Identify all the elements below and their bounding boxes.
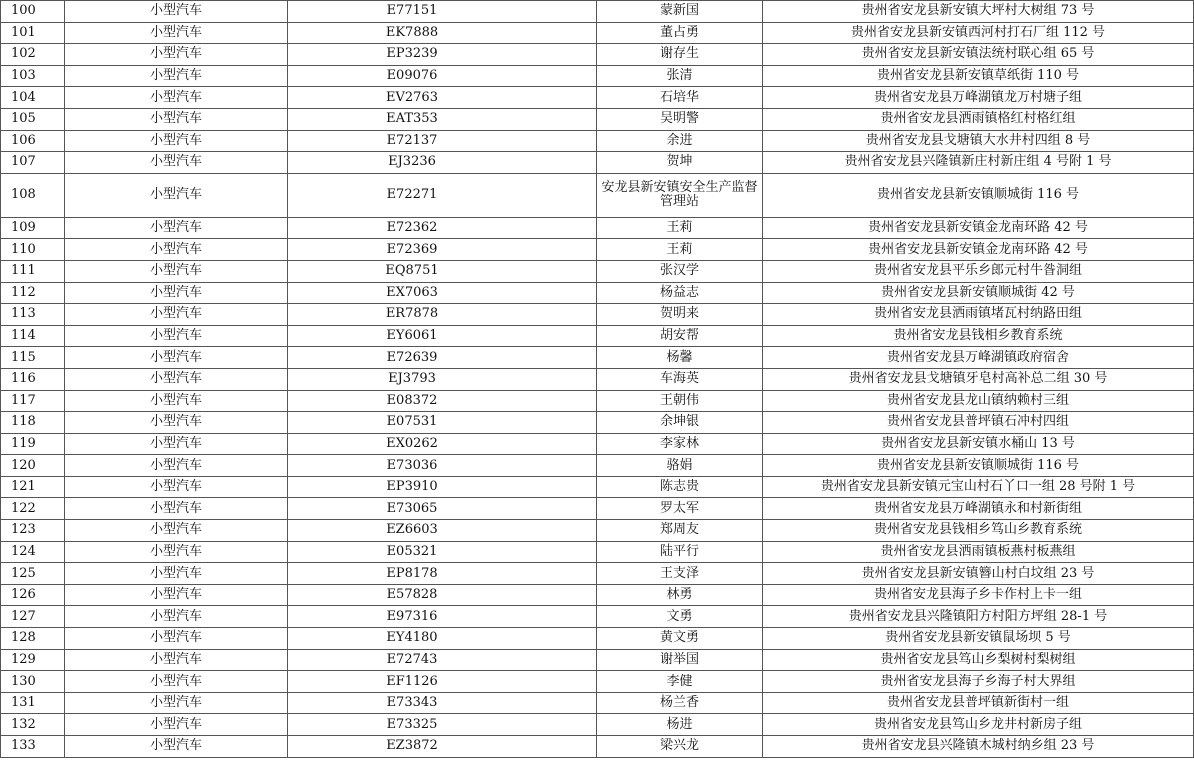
table-body — [1, 1, 1194, 758]
seq-cell: 115 — [1, 347, 65, 369]
table-row — [1, 736, 1194, 758]
vehicle-type-cell: 小型汽车 — [65, 347, 288, 369]
vehicle-type-cell: 小型汽车 — [65, 325, 288, 347]
owner-cell: 王支泽 — [597, 563, 763, 585]
address-cell: 贵州省安龙县普坪镇石冲村四组 — [763, 412, 1194, 434]
seq-cell: 120 — [1, 455, 65, 477]
vehicle-type-cell: 小型汽车 — [65, 692, 288, 714]
owner-cell: 王莉 — [597, 217, 763, 239]
address-cell: 贵州省安龙县龙山镇纳赖村三组 — [763, 390, 1194, 412]
plate-number-cell: E73036 — [288, 455, 597, 477]
vehicle-type-cell: 小型汽车 — [65, 22, 288, 44]
table-row — [1, 260, 1194, 282]
owner-cell: 车海英 — [597, 368, 763, 390]
address-cell: 贵州省安龙县海子乡卡作村上卡一组 — [763, 584, 1194, 606]
plate-number-cell: E73343 — [288, 692, 597, 714]
owner-cell: 杨馨 — [597, 347, 763, 369]
seq-cell: 101 — [1, 22, 65, 44]
table-row — [1, 304, 1194, 326]
seq-cell: 132 — [1, 714, 65, 736]
owner-cell: 谢存生 — [597, 44, 763, 66]
table-row — [1, 239, 1194, 261]
owner-cell: 郑周友 — [597, 520, 763, 542]
seq-cell: 119 — [1, 433, 65, 455]
seq-cell: 110 — [1, 239, 65, 261]
owner-cell: 贺明来 — [597, 304, 763, 326]
table-row — [1, 87, 1194, 109]
vehicle-type-cell: 小型汽车 — [65, 368, 288, 390]
plate-number-cell: E73325 — [288, 714, 597, 736]
vehicle-type-cell: 小型汽车 — [65, 1, 288, 23]
plate-number-cell: EAT353 — [288, 108, 597, 130]
table-row — [1, 108, 1194, 130]
address-cell: 贵州省安龙县新安镇大坪村大树组 73 号 — [763, 1, 1194, 23]
plate-number-cell: EP3910 — [288, 476, 597, 498]
table-row — [1, 714, 1194, 736]
plate-number-cell: EK7888 — [288, 22, 597, 44]
owner-cell: 陆平行 — [597, 541, 763, 563]
seq-cell: 100 — [1, 1, 65, 23]
seq-cell: 131 — [1, 692, 65, 714]
seq-cell: 105 — [1, 108, 65, 130]
seq-cell: 104 — [1, 87, 65, 109]
table-row — [1, 606, 1194, 628]
vehicle-type-cell: 小型汽车 — [65, 433, 288, 455]
owner-cell: 石培华 — [597, 87, 763, 109]
vehicle-type-cell: 小型汽车 — [65, 173, 288, 217]
table-row — [1, 412, 1194, 434]
vehicle-type-cell: 小型汽车 — [65, 108, 288, 130]
owner-cell: 梁兴龙 — [597, 736, 763, 758]
owner-cell: 文勇 — [597, 606, 763, 628]
vehicle-type-cell: 小型汽车 — [65, 476, 288, 498]
vehicle-type-cell: 小型汽车 — [65, 390, 288, 412]
table-row — [1, 476, 1194, 498]
seq-cell: 109 — [1, 217, 65, 239]
plate-number-cell: EJ3236 — [288, 152, 597, 174]
seq-cell: 111 — [1, 260, 65, 282]
owner-cell: 余坤银 — [597, 412, 763, 434]
seq-cell: 125 — [1, 563, 65, 585]
owner-cell: 董占勇 — [597, 22, 763, 44]
seq-cell: 106 — [1, 130, 65, 152]
seq-cell: 107 — [1, 152, 65, 174]
address-cell: 贵州省安龙县新安镇簪山村白坟组 23 号 — [763, 563, 1194, 585]
seq-cell: 121 — [1, 476, 65, 498]
vehicle-type-cell: 小型汽车 — [65, 412, 288, 434]
plate-number-cell: EX7063 — [288, 282, 597, 304]
plate-number-cell: E08372 — [288, 390, 597, 412]
plate-number-cell: E57828 — [288, 584, 597, 606]
address-cell: 贵州省安龙县新安镇顺城街 42 号 — [763, 282, 1194, 304]
table-row — [1, 455, 1194, 477]
seq-cell: 117 — [1, 390, 65, 412]
vehicle-type-cell: 小型汽车 — [65, 584, 288, 606]
vehicle-type-cell: 小型汽车 — [65, 44, 288, 66]
owner-cell: 王朝伟 — [597, 390, 763, 412]
seq-cell: 123 — [1, 520, 65, 542]
address-cell: 贵州省安龙县戈塘镇大水井村四组 8 号 — [763, 130, 1194, 152]
seq-cell: 114 — [1, 325, 65, 347]
owner-cell: 张清 — [597, 65, 763, 87]
vehicle-type-cell: 小型汽车 — [65, 628, 288, 650]
plate-number-cell: E72271 — [288, 173, 597, 217]
seq-cell: 118 — [1, 412, 65, 434]
owner-cell: 罗太军 — [597, 498, 763, 520]
address-cell: 贵州省安龙县新安镇法统村联心组 65 号 — [763, 44, 1194, 66]
address-cell: 贵州省安龙县新安镇顺城街 116 号 — [763, 173, 1194, 217]
table-row — [1, 325, 1194, 347]
plate-number-cell: E07531 — [288, 412, 597, 434]
seq-cell: 130 — [1, 671, 65, 693]
address-cell: 贵州省安龙县新安镇金龙南环路 42 号 — [763, 217, 1194, 239]
table-row — [1, 541, 1194, 563]
address-cell: 贵州省安龙县钱相乡教育系统 — [763, 325, 1194, 347]
seq-cell: 116 — [1, 368, 65, 390]
table-row — [1, 1, 1194, 23]
plate-number-cell: E77151 — [288, 1, 597, 23]
seq-cell: 112 — [1, 282, 65, 304]
seq-cell: 133 — [1, 736, 65, 758]
address-cell: 贵州省安龙县新安镇金龙南环路 42 号 — [763, 239, 1194, 261]
table-row — [1, 130, 1194, 152]
owner-cell: 李家林 — [597, 433, 763, 455]
vehicle-type-cell: 小型汽车 — [65, 498, 288, 520]
plate-number-cell: EP8178 — [288, 563, 597, 585]
owner-cell: 胡安帮 — [597, 325, 763, 347]
table-row — [1, 282, 1194, 304]
vehicle-type-cell: 小型汽车 — [65, 714, 288, 736]
address-cell: 贵州省安龙县钱相乡笃山乡教育系统 — [763, 520, 1194, 542]
address-cell: 贵州省安龙县新安镇草纸街 110 号 — [763, 65, 1194, 87]
seq-cell: 102 — [1, 44, 65, 66]
owner-cell: 李健 — [597, 671, 763, 693]
plate-number-cell: E72137 — [288, 130, 597, 152]
owner-cell: 杨进 — [597, 714, 763, 736]
address-cell: 贵州省安龙县万峰湖镇政府宿舍 — [763, 347, 1194, 369]
vehicle-type-cell: 小型汽车 — [65, 217, 288, 239]
table-row — [1, 65, 1194, 87]
plate-number-cell: EZ3872 — [288, 736, 597, 758]
plate-number-cell: E72639 — [288, 347, 597, 369]
vehicle-type-cell: 小型汽车 — [65, 606, 288, 628]
address-cell: 贵州省安龙县新安镇西河村打石厂组 112 号 — [763, 22, 1194, 44]
plate-number-cell: E05321 — [288, 541, 597, 563]
address-cell: 贵州省安龙县万峰湖镇永和村新街组 — [763, 498, 1194, 520]
plate-number-cell: E09076 — [288, 65, 597, 87]
address-cell: 贵州省安龙县万峰湖镇龙万村塘子组 — [763, 87, 1194, 109]
address-cell: 贵州省安龙县洒雨镇格红村格红组 — [763, 108, 1194, 130]
plate-number-cell: EZ6603 — [288, 520, 597, 542]
table-row — [1, 671, 1194, 693]
vehicle-type-cell: 小型汽车 — [65, 282, 288, 304]
address-cell: 贵州省安龙县平乐乡郎元村牛昝洞组 — [763, 260, 1194, 282]
seq-cell: 128 — [1, 628, 65, 650]
address-cell: 贵州省安龙县新安镇顺城街 116 号 — [763, 455, 1194, 477]
vehicle-type-cell: 小型汽车 — [65, 87, 288, 109]
owner-cell: 杨益志 — [597, 282, 763, 304]
vehicle-type-cell: 小型汽车 — [65, 736, 288, 758]
plate-number-cell: EY6061 — [288, 325, 597, 347]
vehicle-type-cell: 小型汽车 — [65, 65, 288, 87]
vehicle-type-cell: 小型汽车 — [65, 304, 288, 326]
owner-cell: 吴明警 — [597, 108, 763, 130]
table-row — [1, 433, 1194, 455]
plate-number-cell: EF1126 — [288, 671, 597, 693]
owner-cell: 林勇 — [597, 584, 763, 606]
owner-cell: 贺坤 — [597, 152, 763, 174]
address-cell: 贵州省安龙县洒雨镇堵瓦村纳路田组 — [763, 304, 1194, 326]
table-row — [1, 44, 1194, 66]
table-row — [1, 498, 1194, 520]
plate-number-cell: EY4180 — [288, 628, 597, 650]
seq-cell: 126 — [1, 584, 65, 606]
plate-number-cell: E72743 — [288, 649, 597, 671]
seq-cell: 122 — [1, 498, 65, 520]
address-cell: 贵州省安龙县新安镇水桶山 13 号 — [763, 433, 1194, 455]
table-row — [1, 390, 1194, 412]
table-row — [1, 584, 1194, 606]
seq-cell: 113 — [1, 304, 65, 326]
seq-cell: 103 — [1, 65, 65, 87]
owner-cell: 黄文勇 — [597, 628, 763, 650]
table-row — [1, 563, 1194, 585]
owner-cell: 张汉学 — [597, 260, 763, 282]
table-row — [1, 152, 1194, 174]
table-row — [1, 692, 1194, 714]
owner-cell: 谢举国 — [597, 649, 763, 671]
owner-cell: 杨兰香 — [597, 692, 763, 714]
address-cell: 贵州省安龙县海子乡海子村大界组 — [763, 671, 1194, 693]
plate-number-cell: E72369 — [288, 239, 597, 261]
plate-number-cell: E72362 — [288, 217, 597, 239]
plate-number-cell: E97316 — [288, 606, 597, 628]
address-cell: 贵州省安龙县兴隆镇阳方村阳方坪组 28-1 号 — [763, 606, 1194, 628]
vehicle-type-cell: 小型汽车 — [65, 239, 288, 261]
vehicle-type-cell: 小型汽车 — [65, 260, 288, 282]
table-row — [1, 347, 1194, 369]
vehicle-type-cell: 小型汽车 — [65, 671, 288, 693]
plate-number-cell: EX0262 — [288, 433, 597, 455]
address-cell: 贵州省安龙县兴隆镇新庄村新庄组 4 号附 1 号 — [763, 152, 1194, 174]
owner-cell: 余进 — [597, 130, 763, 152]
seq-cell: 129 — [1, 649, 65, 671]
vehicle-type-cell: 小型汽车 — [65, 520, 288, 542]
plate-number-cell: EP3239 — [288, 44, 597, 66]
address-cell: 贵州省安龙县兴隆镇木城村纳乡组 23 号 — [763, 736, 1194, 758]
owner-cell: 蒙新国 — [597, 1, 763, 23]
plate-number-cell: EJ3793 — [288, 368, 597, 390]
table-row — [1, 22, 1194, 44]
owner-cell: 骆娟 — [597, 455, 763, 477]
address-cell: 贵州省安龙县笃山乡梨树村梨树组 — [763, 649, 1194, 671]
address-cell: 贵州省安龙县普坪镇新街村一组 — [763, 692, 1194, 714]
address-cell: 贵州省安龙县笃山乡龙井村新房子组 — [763, 714, 1194, 736]
seq-cell: 124 — [1, 541, 65, 563]
table-row — [1, 173, 1194, 217]
table-row — [1, 628, 1194, 650]
address-cell: 贵州省安龙县新安镇元宝山村石丫口一组 28 号附 1 号 — [763, 476, 1194, 498]
seq-cell: 108 — [1, 173, 65, 217]
vehicle-type-cell: 小型汽车 — [65, 130, 288, 152]
owner-cell: 陈志贵 — [597, 476, 763, 498]
table-row — [1, 217, 1194, 239]
plate-number-cell: EQ8751 — [288, 260, 597, 282]
owner-cell: 安龙县新安镇安全生产监督管理站 — [597, 173, 763, 217]
plate-number-cell: EV2763 — [288, 87, 597, 109]
table-row — [1, 520, 1194, 542]
table-row — [1, 368, 1194, 390]
address-cell: 贵州省安龙县洒雨镇板燕村板燕组 — [763, 541, 1194, 563]
vehicle-type-cell: 小型汽车 — [65, 563, 288, 585]
vehicle-type-cell: 小型汽车 — [65, 455, 288, 477]
vehicle-type-cell: 小型汽车 — [65, 541, 288, 563]
plate-number-cell: ER7878 — [288, 304, 597, 326]
plate-number-cell: E73065 — [288, 498, 597, 520]
owner-cell: 王莉 — [597, 239, 763, 261]
vehicle-type-cell: 小型汽车 — [65, 152, 288, 174]
vehicle-type-cell: 小型汽车 — [65, 649, 288, 671]
address-cell: 贵州省安龙县新安镇鼠场坝 5 号 — [763, 628, 1194, 650]
address-cell: 贵州省安龙县戈塘镇牙皂村高补总二组 30 号 — [763, 368, 1194, 390]
table-row — [1, 649, 1194, 671]
seq-cell: 127 — [1, 606, 65, 628]
